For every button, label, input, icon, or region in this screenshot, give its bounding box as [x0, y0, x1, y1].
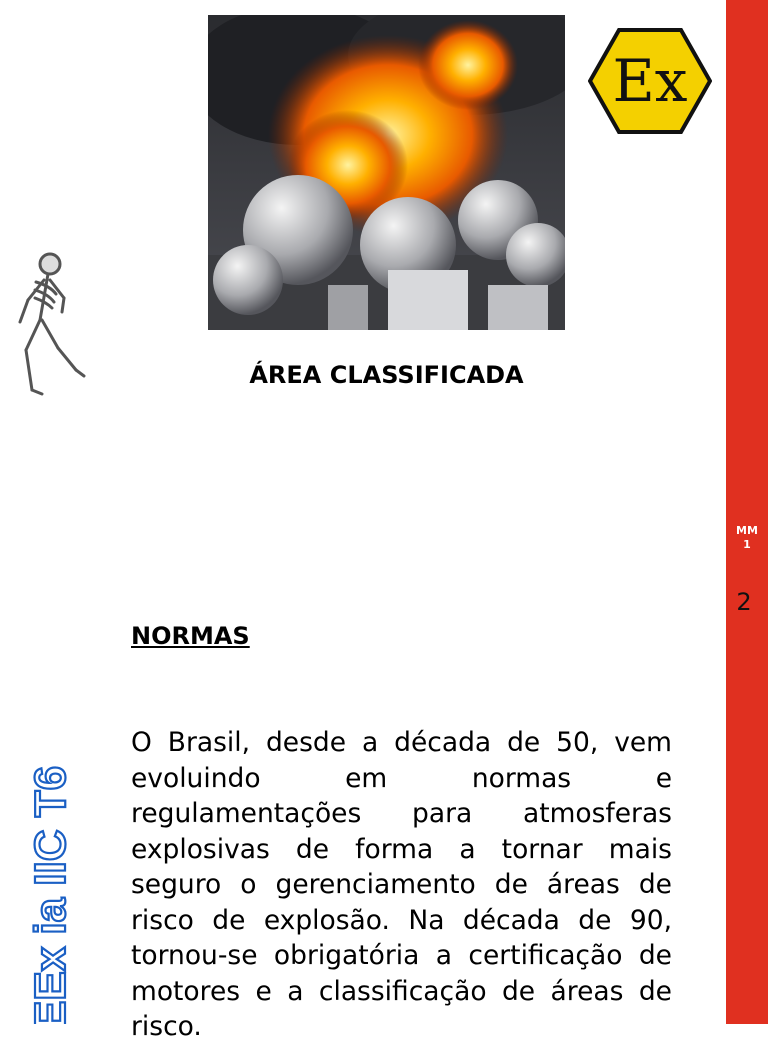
page-number: 2: [736, 588, 752, 616]
ex-symbol-text: Ex: [612, 47, 688, 115]
slide-code-line1: MM: [736, 524, 758, 537]
eex-marking-graphic: [17, 670, 77, 1024]
slide-code-line2: 1: [743, 538, 751, 551]
industrial-fire-image: [208, 15, 565, 330]
section-heading: NORMAS: [131, 622, 250, 650]
skeleton-icon: [10, 250, 88, 398]
marking-text: EEx ia IIC T6: [26, 765, 75, 1024]
body-paragraph: O Brasil, desde a década de 50, vem evoluindo em normas e regulamentações para atmosferas explosivas de forma a tornar mais seguro o gerenciamento de áreas de risco de explosão. Na década de 90, tornou-se obrigatória a certificação de motores e a classificação de áreas de risco.: [131, 727, 672, 1042]
slide-code: [732, 524, 762, 552]
ex-hexagon-icon: [588, 27, 712, 135]
accent-sidebar: [726, 0, 768, 1024]
slide-title: ÁREA CLASSIFICADA: [249, 361, 524, 389]
